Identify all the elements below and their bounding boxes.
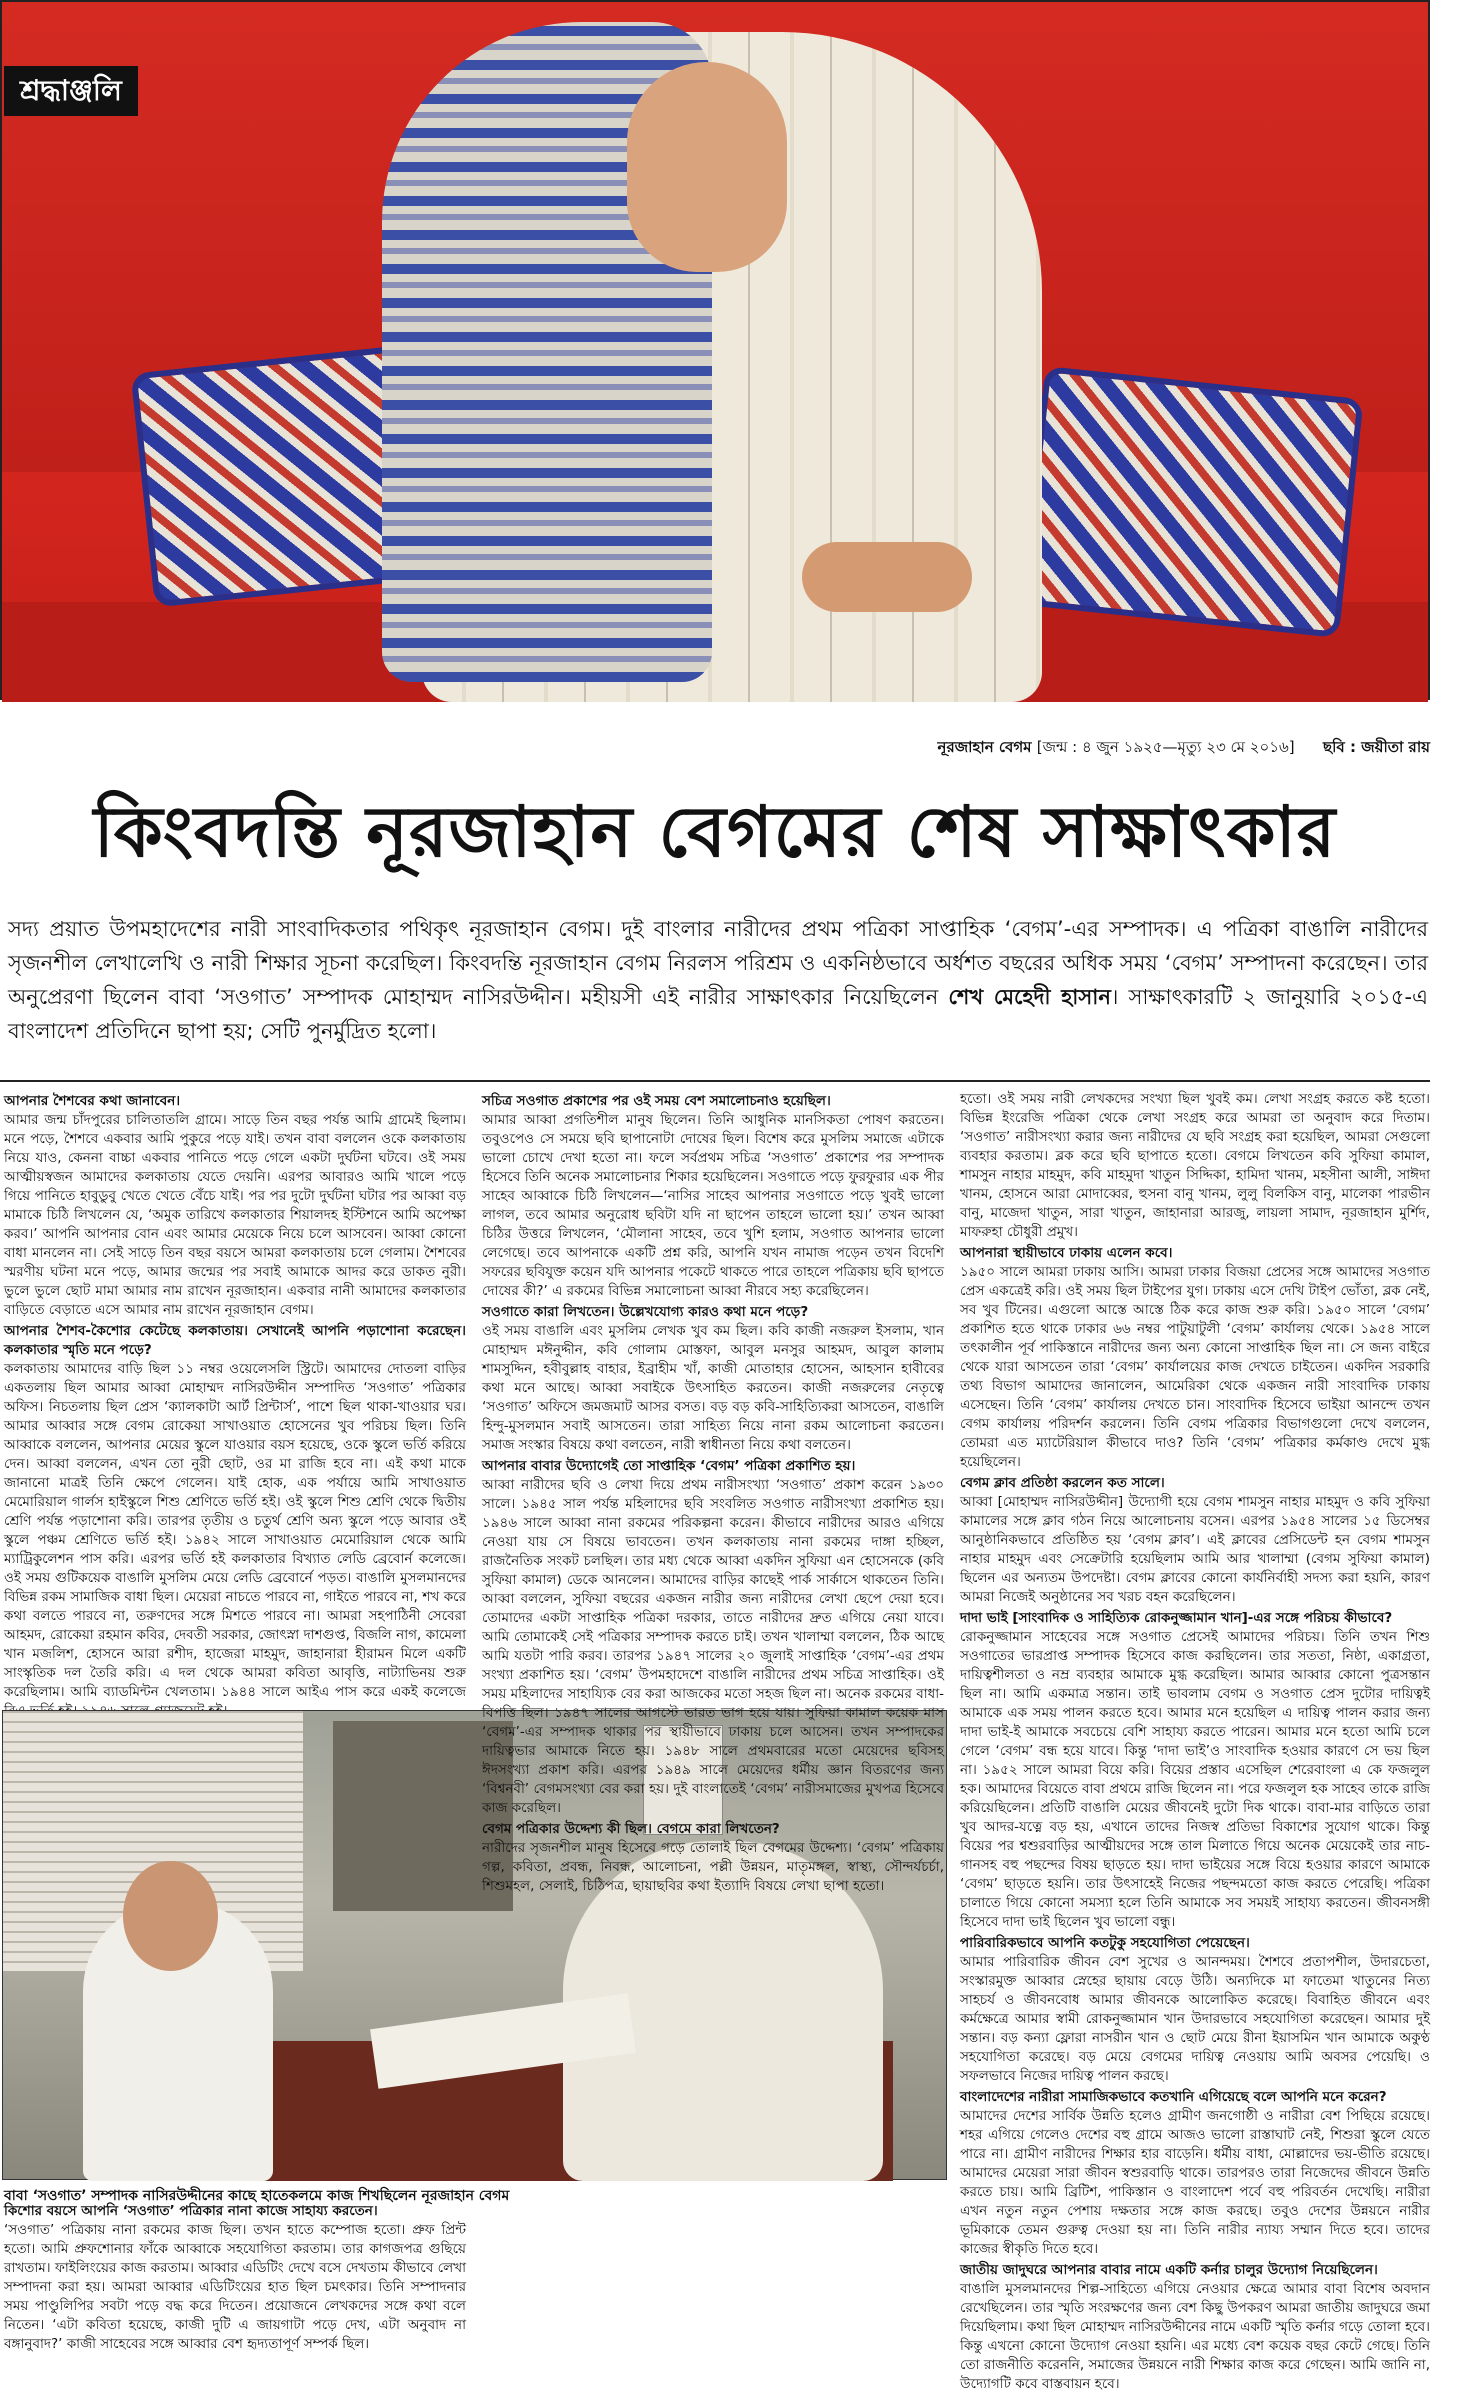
question: সওগাতে কারা লিখতেন। উল্লেখযোগ্য কারও কথা মনে পড়ে? <box>482 1304 809 1320</box>
question: সচিত্র সওগাত প্রকাশের পর ওই সময় বেশ সমালোচনাও হয়েছিল। <box>482 1093 831 1109</box>
father-head <box>123 1861 218 1971</box>
column-1 <box>4 1090 466 1700</box>
caption-dates: [জন্ম : ৪ জুন ১৯২৫—মৃত্যু ২৩ মে ২০১৬] <box>1036 738 1295 756</box>
caption-subject: নূরজাহান বেগম <box>937 738 1032 756</box>
question: আপনার শৈশব-কৈশোর কেটেছে কলকাতায়। সেখানেই আপনি পড়াশোনা করেছেন। কলকাতার স্মৃতি মনে পড়ে? <box>4 1323 466 1358</box>
caption-credit: ছবি : জয়ীতা রায় <box>1323 738 1430 756</box>
column-3 <box>960 1090 1431 2392</box>
cushion-right <box>1020 366 1363 638</box>
question: বেগম পত্রিকার উদ্দেশ্য কী ছিল। বেগমে কারা লিখতেন? <box>482 1821 780 1837</box>
portrait-face <box>627 62 787 272</box>
answer: কলকাতায় আমাদের বাড়ি ছিল ১১ নম্বর ওয়েলেসলি স্ট্রিটে। আমাদের দোতলা বাড়ির একতলায় ছিল আমার আব্বা মোহাম্মদ নাসিরউদ্দীন সম্পাদিত ‘সওগাত’ পত্রিকার অফিস। নিচতলায় ছিল প্রেস ‘ক্যালকাটা আর্ট প্রিন্টার্স’, পাশে ছিল থাকা-খাওয়ার ঘর। আমার আব্বার সঙ্গে বেগম রোকেয়া সাখাওয়াত হোসেনের খুব পরিচয় ছিল। তিনি আব্বাকে বললেন, আপনার মেয়ের স্কুলে যাওয়ার বয়স হয়েছে, ওকে স্কুলে ভর্তি করিয়ে দেন। আব্বা বললেন, এখন তো নুরী ছোট, ওর মা রাজি হবে না। এই কথা মাকে জানানো মাত্রই তিনি ক্ষেপে গেলেন। যাই হোক, এক পর্যায়ে আমি সাখাওয়াত মেমোরিয়াল গার্লস হাইস্কুলে শিশু শ্রেণিতে ভর্তি হই। ওই স্কুলে শিশু শ্রেণি থেকে দ্বিতীয় শ্রেণি পর্যন্ত পড়াশোনা করি। তারপর তৃতীয় ও চতুর্থ শ্রেণি অন্য স্কুলে পড়ে আবার ওই স্কুলে পঞ্চম শ্রেণিতে ভর্তি হই। ১৯৪২ সালে সাখাওয়াত মেমোরিয়াল থেকে আমি ম্যাট্রিকুলেশন পাস করি। এরপর ভর্তি হই কলকাতার বিখ্যাত লেডি ব্রেবোর্ন কলেজে। ওই সময় গুটিকয়েক বাঙালি মুসলিম মেয়ে লেডি ব্রেবোর্নে পড়ত। বাঙালি মুসলমানদের বিভিন্ন রকম সামাজিক বাধা ছিল। মেয়েরা নাচতে পারবে না, গাইতে পারবে না, শখ করে কথা বলতে পারবে না, তরুণদের সঙ্গে মিশতে পারবে না। আমরা সহপাঠিনী সেবেরা আহমদ, রোকেয়া রহমান কবির, দেবতী সরকার, জোৎস্না দাশগুপ্ত, বিজলি নাগ, কামেলা খান মজলিশ, হোসনে আরা রশীদ, হাজেরা মাহমুদ, জাহানারা হীরামন মিলে একটি সাংস্কৃতিক দল তৈরি করি। এ দল থেকে আমরা কবিতা আবৃত্তি, নাট্যাভিনয় শুরু করেছিলাম। আমি ব্যাডমিন্টন খেলতাম। ১৯৪৪ সালে আইএ পাস করে একই কলেজে <box>4 1361 466 1700</box>
question: পারিবারিকভাবে আপনি কতটুকু সহযোগিতা পেয়েছেন। <box>960 1935 1250 1951</box>
lede-part2: । সাক্ষাৎকারটি ২ জানুয়ারি ২০১৫-এ বাংলাদেশ প্রতিদিনে ছাপা হয়; সেটি পুনর্মুদ্রিত হলো। <box>8 985 1429 1043</box>
answer: ১৯৫০ সালে আমরা ঢাকায় আসি। আমরা ঢাকার বিজয়া প্রেসের সঙ্গে আমাদের সওগাত প্রেস একত্রেই করি। ওই সময় ছিল টাইপের যুগ। ঢাকায় এসে দেখি টাইপ ভোঁতা, ব্লক নেই, সব খুব টিনের। এগুলো আস্তে আস্তে ঠিক করে কাজ শুরু করি। ১৯৫০ সালে ‘বেগম’ প্রকাশিত হতে থাকে ঢাকার ৬৬ নম্বর পাটুয়াটুলী ‘বেগম’ কার্যালয় থেকে। ১৯৫৪ সালে তৎকালীন পূর্ব পাকিস্তানে নারীদের জন্য অন্য কোনো সাপ্তাহিক ছিল না। সে জন্য বাইরে থেকে যারা আসতেন তারা ‘বেগম’ কার্যালয়ের কাজ দেখতে চাইতেন। একদিন সরকারি তথ্য বিভাগ আমাদের জানালেন, আমেরিকা থেকে একজন নারী সাংবাদিক ঢাকায় এসেছেন। তিনি ‘বেগম’ কার্যালয় দেখতে চান। সাংবাদিক হিসেবে ভাইয়া আনন্দে তখন বেগম কার্যালয় পরিদর্শন করলেন। তিনি বেগম পত্রিকার বিভাগগুলো দেখে বললেন, তোমরা এত ম্যাটেরিয়াল কীভাবে দাও? তিনি ‘বেগম’ পত্রিকার কর্মকাণ্ড দেখে মুগ্ধ হয়েছিলেন। <box>960 1264 1431 1470</box>
question: আপনার শৈশবের কথা জানাবেন। <box>4 1093 181 1109</box>
question: কিশোর বয়সে আপনি ‘সওগাত’ পত্রিকার নানা কাজে সাহায্য করতেন। <box>4 2203 378 2219</box>
column-2 <box>482 1090 944 2380</box>
question: বেগম ক্লাব প্রতিষ্ঠা করলেন কত সালে। <box>960 1475 1165 1491</box>
lede <box>8 912 1428 1048</box>
question: দাদা ভাই [সাংবাদিক ও সাহিত্যিক রোকনুজ্জামান খান]-এর সঙ্গে পরিচয় কীভাবে? <box>960 1610 1393 1626</box>
answer: আমাদের দেশের সার্বিক উন্নতি হলেও গ্রামীণ জনগোষ্ঠী ও নারীরা বেশ পিছিয়ে রয়েছে। শহর এগিয়ে গেলেও দেশের বহু গ্রামে আজও ভালো রাস্তাঘাট নেই, শিশুরা স্কুলে যেতে পারে না। গ্রামীণ নারীদের শিক্ষার হার বাড়েনি। ধর্মীয় বাধা, মোল্লাদের ভয়-ভীতি রয়েছে। আমাদের মেয়েরা সারা জীবন স্বশুরবাড়ি থাকে। তারপরও তারা নিজেদের জীবনে উন্নতি করতে চায়। আমি ব্রিটিশ, পাকিস্তান ও বাংলাদেশ পর্বে বহু পরিবর্তন দেখেছি। নারীরা এখন নতুন নতুন পেশায় দক্ষতার সঙ্গে কাজ করছে। তবুও দেশের উন্নয়নে নারীর ভূমিকাকে তেমন গুরুত্ব দেওয়া হয় না। তিনি নারীর ন্যায্য সম্মান দিতে হবে। তাদের কাজের স্বীকৃতি দিতে হবে। <box>960 2108 1430 2257</box>
portrait-hands <box>802 542 972 612</box>
answer: আমার জন্ম চাঁদপুরের চালিতাতলি গ্রামে। সাড়ে তিন বছর পর্যন্ত আমি গ্রামেই ছিলাম। মনে পড়ে, শৈশবে একবার আমি পুকুরে পড়ে যাই। তখন বাবা বললেন ওকে কলকাতায় নিয়ে যাও, কেননা বাচ্চা একবার পানিতে পড়ে গেলে একটা দুর্ঘটনা ঘটবে। ওই সময় আত্মীয়স্বজন আমাদের কলকাতায় যেতে দেয়নি। এরপর আবারও আমি খালে পড়ে গিয়ে পানিতে হাবুডুবু খেতে খেতে বেঁচে যাই। পর পর দুটো দুর্ঘটনা ঘটার পর আব্বা বড় মামাকে চিঠি লিখলেন যে, ‘অমুক তারিখে কলকাতার শিয়ালদহ ইস্টিশনে আমি অপেক্ষা করব।’ আপনি আপনার বোন এবং আমার মেয়েকে নিয়ে চলে আসবেন। আব্বা কোনো বাধা মানলেন না। সেই সাড়ে তিন বছর বয়সে আমরা কলকাতায় চলে গেলাম। শৈশবের স্মরণীয় ঘটনা মনে পড়ে, আমার জন্মের পর সবাই আমাকে আদর করে ডাকত নুরী। ভুলে ভুলে ছোট মামা আমার নাম রাখেন নূরজাহান। একবার নানী আমাদের কলকাতার বাড়িতে বেড়াতে এসে আমার নাম রাখেন নূরজাহান বেগম। <box>4 1112 466 1318</box>
lede-interviewer: শেখ মেহেদী হাসান <box>948 985 1111 1009</box>
answer: আমার আব্বা প্রগতিশীল মানুষ ছিলেন। তিনি আধুনিক মানসিকতা পোষণ করতেন। তবুওপেও সে সময়ে ছবি ছাপানোটা দোষের ছিল। বিশেষ করে মুসলিম সমাজে এটাকে ভালো চোখে দেখা হতো না। ফলে সর্বপ্রথম সচিত্র ‘সওগাত’ প্রকাশের পর সম্পাদক হিসেবে তিনি অনেক সমালোচনার শিকার হয়েছিলেন। সওগাতে পড়ে ফুরফুরার এক পীর সাহেব আব্বাকে চিঠি লিখলেন—‘নাসির সাহেব আপনার সওগাতে পড়ে খুবই ভালো লাগল, তবে আমার অনুরোধ ছবিটা যদি না ছাপেন তাহলে ভালো হয়।’ তখন আব্বা চিঠির উত্তরে লিখলেন, ‘মৌলানা সাহেব, তবে খুশি হলাম, সওগাত আপনার ভালো লেগেছে। তবে আপনাকে একটি প্রশ্ন করি, আপনি যখন নামাজ পড়েন তখন বিদেশি সফরের ছবিযুক্ত কয়েন যদি আপনার পকেটে থাকতে পারে তাহলে পত্রিকায় ছবি ছাপতে দোষের কী?’ এ রকমের বিভিন্ন সমালোচনা আব্বা নীরবে সহ্য করেছিলেন। <box>482 1112 944 1299</box>
photo-caption <box>820 736 1430 761</box>
answer: আমার পারিবারিক জীবন বেশ সুখের ও আনন্দময়। শৈশবে প্রতাপশীল, উদারচেতা, সংস্কারমুক্ত আব্বার স্নেহের ছায়ায় বেড়ে উঠি। অন্যদিকে মা ফাতেমা খাতুনের নিত্য সাহচর্য ও জীবনবোধ আমার জীবনকে আলোকিত করেছে। বিবাহিত জীবনে এবং কর্মক্ষেত্রে আমার স্বামী রোকনুজ্জামান খান উদারভাবে সহযোগিতা করেছেন। আমার দুই সন্তান। বড় কন্যা ফ্লোরা নাসরীন খান ও ছোট মেয়ে রীনা ইয়াসমিন খান আমাকে অকুণ্ঠ সহযোগিতা করেছে। বড় মেয়ে বেগমের দায়িত্ব নেওয়ায় আমি অবসর পেয়েছি। ও সফলভাবে নিজের দায়িত্ব পালন করছে। <box>960 1954 1430 2084</box>
archive-photo-caption: বাবা ‘সওগাত’ সম্পাদক নাসিরউদ্দীনের কাছে হাতেকলমে কাজ শিখছিলেন নূরজাহান বেগম <box>4 2188 510 2204</box>
answer: আব্বা [মোহাম্মদ নাসিরউদ্দীন] উদ্যোগী হয়ে বেগম শামসুন নাহার মাহমুদ ও কবি সুফিয়া কামালের সঙ্গে ক্লাব গঠন নিয়ে আলোচনায় বসেন। এরপর ১৯৫৪ সালের ১৫ ডিসেম্বর আনুষ্ঠানিকভাবে প্রতিষ্ঠিত হয় ‘বেগম ক্লাব’। এই ক্লাবের প্রেসিডেন্ট হন বেগম শামসুন নাহার মাহমুদ এবং সেক্রেটারি হয়েছিলাম আমি আর খালাম্মা (বেগম সুফিয়া কামাল) ছিলেন এর অন্যতম উপদেষ্টা। বেগম ক্লাবের কোনো কার্যনির্বাহী সদস্য করা হয়নি, কারণ আমরা নিজেই অনুষ্ঠানের সব খরচ বহন করেছিলেন। <box>960 1494 1430 1605</box>
answer: ‘সওগাত’ পত্রিকায় নানা রকমের কাজ ছিল। তখন হাতে কম্পোজ হতো। প্রুফ প্রিন্ট হতো। আমি প্রুফশোনার ফাঁকে আব্বাকে সহযোগিতা করতাম। তার কাগজপত্র গুছিয়ে রাখতাম। ফাইলিংয়ের কাজ করতাম। আব্বার এডিটিং দেখে বসে দেখতাম কীভাবে লেখা সম্পাদনা করা হয়। আমরা আব্বার এডিটিংয়ের হাত ছিল চমৎকার। তিনি সম্পাদনার সময় পাণ্ডুলিপির সবটা পড়ে বদ্ধ করে দিতেন। প্রয়োজনে লেখকদের সঙ্গে কথা বলে নিতেন। ‘এটা কবিতা হয়েছে, কাজী দুটি এ জায়গাটা পড়ে দেখ, এটা অনুবাদ না বঙ্গানুবাদ?’ কাজী সাহেবের সঙ্গে আব্বার বেশ হৃদ্যতাপূর্ণ সম্পর্ক ছিল। <box>4 2222 466 2352</box>
answer: হতো। ওই সময় নারী লেখকদের সংখ্যা ছিল খুবই কম। লেখা সংগ্রহ করতে কষ্ট হতো। বিভিন্ন ইংরেজি পত্রিকা থেকে লেখা সংগ্রহ করে আমরা তা অনুবাদ করে দিতাম। ‘সওগাত’ নারীসংখ্যা করার জন্য নারীদের যে ছবি সংগ্রহ করা হয়েছিল, আমরা সেগুলো ব্যবহার করতাম। ব্লক করে ছবি ছাপাতে হতো। বেগমে লিখতেন কবি সুফিয়া কামাল, শামসুন নাহার মাহমুদ, কবি মাহমুদা খাতুন সিদ্দিকা, হামিদা খানম, মহসীনা আলী, সাঈদা খানম, হোসনে আরা মোদাব্বের, হুসনা বানু খানম, লুলু বিলকিস বানু, মালেকা পারভীন বানু, মাজেদা খাতুন, সারা খাতুন, জাহানারা আরজু, লায়লা সামাদ, নূরজাহান মুর্শিদ, মাফরুহা চৌধুরী প্রমুখ। <box>960 1091 1430 1240</box>
lede-part1: সদ্য প্রয়াত উপমহাদেশের নারী সাংবাদিকতার পথিকৃৎ নূরজাহান বেগম। দুই বাংলার নারীদের প্রথম পত্রিকা সাপ্তাহিক ‘বেগম’-এর সম্পাদক। এ পত্রিকা বাঙালি নারীদের সৃজনশীল লেখালেখি ও নারী শিক্ষার সূচনা করেছিল। কিংবদন্তি নূরজাহান বেগম নিরলস পরিশ্রম ও একনিষ্ঠভাবে অর্ধশত বছরের অধিক সময় ‘বেগম’ সম্পাদনা করেছেন। তার অনুপ্রেরণা ছিলেন বাবা ‘সওগাত’ সম্পাদক মোহাম্মদ নাসিরউদ্দীন। মহীয়সী এই নারীর সাক্ষাৎকার নিয়েছিলেন <box>8 917 1428 1009</box>
column-1-bottom <box>4 2200 466 2380</box>
divider <box>0 1080 1430 1082</box>
answer: ওই সময় বাঙালি এবং মুসলিম লেখক খুব কম ছিল। কবি কাজী নজরুল ইসলাম, খান মোহাম্মদ মঈনুদ্দীন, কবি গোলাম মোস্তফা, আবুল মনসুর আহমদ, আবুল কালাম শামসুদ্দিন, হবীবুল্লাহ বাহার, ইব্রাহীম খাঁ, কাজী মোতাহার হোসেন, আহসান হাবীবের কথা মনে আছে। আব্বা সবাইকে উৎসাহিত করতেন। কাজী নজরুলের নেতৃত্বে ‘সওগাত’ অফিসে জমজমাট আসর বসত। বড় বড় কবি-সাহিত্যিকরা আসতেন, বাঙালি হিন্দু-মুসলমান সবাই আসতেন। তারা সাহিত্য নিয়ে নানা রকম আলোচনা করতেন। সমাজ সংস্কার বিষয়ে কথা বলতেন, নারী স্বাধীনতা নিয়ে কথা বলতেন। <box>482 1323 944 1453</box>
question: আপনার বাবার উদ্যোগেই তো সাপ্তাহিক ‘বেগম’ পত্রিকা প্রকাশিত হয়। <box>482 1458 856 1474</box>
question: বাংলাদেশের নারীরা সামাজিকভাবে কতখানি এগিয়েছে বলে আপনি মনে করেন? <box>960 2089 1387 2105</box>
answer: নারীদের সৃজনশীল মানুষ হিসেবে গড়ে তোলাই ছিল বেগমের উদ্দেশ্য। ‘বেগম’ পত্রিকায় গল্প, কবিতা, প্রবন্ধ, নিবন্ধ, আলোচনা, পল্লী উন্নয়ন, মাতৃমঙ্গল, স্বাস্থ্য, সৌন্দর্যচর্চা, শিশুমহল, সেলাই, চিঠিপত্র, ছায়াছবির কথা ইত্যাদি বিষয়ে লেখা ছাপা হতো। <box>482 1840 944 1894</box>
answer: রোকনুজ্জামান সাহেবের সঙ্গে সওগাত প্রেসেই আমাদের পরিচয়। তিনি তখন শিশু সওগাতের ভারপ্রাপ্ত সম্পাদক হিসেবে কাজ করছিলেন। তার সততা, নিষ্ঠা, একাগ্রতা, দায়িত্বশীলতা ও নম্র ব্যবহার আমাকে মুগ্ধ করেছিল। আমার আব্বার কোনো পুত্রসন্তান ছিল না। আমি একমাত্র সন্তান। তাই ভাবলাম বেগম ও সওগাত প্রেস দুটোর দায়িত্বই আমাকে এক সময় পালন করতে হবে। আমার মনে হয়েছিল এ দায়িত্ব পালন করার জন্য দাদা ভাই-ই আমাকে সবচেয়ে বেশি সাহায্য করতে পারেন। আমার মনে হতো আমি চলে গেলে ‘বেগম’ বন্ধ হয়ে যাবে। কিন্তু ‘দাদা ভাই’ও সাংবাদিক হওয়ার কারণে সে ভয় ছিল না। ১৯৫২ সালে আমরা বিয়ে করি। বিয়ের প্রস্তাব এসেছিল শেরেবাংলা এ কে ফজলুল হক। আমাদের বিয়েতে বাবা প্রথমে রাজি ছিলেন না। পরে ফজলুল হক সাহেব তাকে রাজি করিয়েছিলেন। প্রতিটি বাঙালি মেয়ের জীবনেই দুটো দিক থাকে। বাবা-মার বাড়িতে তারা খুব আদর-যত্নে বড় হয়, এখানে তাদের নিজস্ব প্রতিভা বিকাশের সুযোগ থাকে। কিন্তু বিয়ের পর শ্বশুরবাড়ির আত্মীয়দের সঙ্গে তাল মিলাতে গিয়ে অনেক মেয়েকেই তার নাচ-গানসহ বহু পছন্দের বিষয় ছাড়তে হয়। দাদা ভাইয়ের সঙ্গে বিয়ে হওয়ার কারণে আমাকে ‘বেগম’ ছাড়তে হয়নি। তার উৎসাহেই নিজের পছন্দমতো কাজ করতে পেরেছি। পত্রিকা চালাতে গিয়ে কোনো সমস্যা হলে তিনি আমাকে সব সময়ই সাহায্য করতেন। জীবনসঙ্গী হিসেবে দাদা ভাই ছিলেন খুব ভালো বন্ধু। <box>960 1629 1430 1930</box>
hero-photo <box>0 0 1430 700</box>
answer: আব্বা নারীদের ছবি ও লেখা দিয়ে প্রথম নারীসংখ্যা ‘সওগাত’ প্রকাশ করেন ১৯৩০ সালে। ১৯৪৫ সাল পর্যন্ত মহিলাদের ছবি সংবলিত সওগাত নারীসংখ্যা প্রকাশিত হয়। ১৯৪৬ সালে আব্বা নানা রকমের পরিকল্পনা করেন। কীভাবে নারীদের আরও এগিয়ে নেওয়া যায় সে বিষয়ে ভাবতেন। তখন কলকাতায় নানা রকমের দাঙ্গা হচ্ছিল, রাজনৈতিক সংকট চলছিল। তার মধ্য থেকে আব্বা একদিন সুফিয়া এন হোসেনকে (কবি সুফিয়া কামাল) ডেকে আনলেন। আমাদের বাড়ির কাছেই পার্ক সার্কাসে থাকতেন তিনি। আব্বা বললেন, সুফিয়া বছরের একজন নারীর জন্য নারীদের লেখা ছেপে দেয়া হবে। তোমাদের একটা সাপ্তাহিক পত্রিকা দরকার, তাতে নারীদের দ্রুত এগিয়ে নেয়া যাবে। আমি তোমাকেই সেই পত্রিকার সম্পাদক করতে চাই। তখন খালাম্মা বললেন, ঠিক আছে আমি যতটা পারি করব। তারপর ১৯৪৭ সালের ২০ জুলাই সাপ্তাহিক ‘বেগম’-এর প্রথম সংখ্যা প্রকাশিত হয়। ‘বেগম’ উপমহাদেশে বাঙালি নারীদের প্রথম সচিত্র সাপ্তাহিক। ওই সময় মহিলাদের সাহায্যিক বের করা আজকের মতো সহজ ছিল না। অনেক রকমের বাধা-বিপত্তি ছিল। ১৯৪৭ সালের আগস্টে ভারত ভাগ হয়ে যায়। সুফিয়া কামাল কয়েক মাস ‘বেগম’-এর সম্পাদক থাকার পর স্থায়ীভাবে ঢাকায় চলে আসেন। তখন সম্পাদকের দায়িত্বভার আমাকে নিতে হয়। ১৯৪৮ সালে প্রথমবারের মতো মেয়েদের ছবিসহ ঈদসংখ্যা প্রকাশ করি। এরপর ১৯৪৯ সালে মেয়েদের ধর্মীয় জ্ঞান বিতরণের জন্য ‘বিশ্বনবী’ বেগমসংখ্যা বের করা হয়। দুই বাংলাতেই ‘বেগম’ নারীসমাজের মুখপত্র হিসেবে কাজ করেছিল। <box>482 1477 944 1816</box>
question: আপনারা স্থায়ীভাবে ঢাকায় এলেন কবে। <box>960 1245 1173 1261</box>
answer: বাঙালি মুসলমানদের শিল্প-সাহিত্যে এগিয়ে নেওয়ার ক্ষেত্রে আমার বাবা বিশেষ অবদান রেখেছিলেন। তার স্মৃতি সংরক্ষণের জন্য বেশ কিছু উপকরণ আমরা জাতীয় জাদুঘরে জমা দিয়েছিলাম। কথা ছিল মোহাম্মদ নাসিরউদ্দীনের নামে একটি স্মৃতি কর্নার গড়ে তোলা হবে। কিন্তু এখনো কোনো উদ্যোগ নেওয়া হয়নি। এর মধ্যে বেশ কয়েক বছর কেটে গেছে। তিনি তো রাজনীতি করেননি, সমাজের উন্নয়নে নারী শিক্ষার কাজ করে গেছেন। আমি জানি না, উদ্যোগটি কবে বাস্তবায়ন হবে। <box>960 2281 1430 2392</box>
question: জাতীয় জাদুঘরে আপনার বাবার নামে একটি কর্নার চালুর উদ্যোগ নিয়েছিলেন। <box>960 2262 1378 2278</box>
headline: কিংবদন্তি নূরজাহান বেগমের শেষ সাক্ষাৎকার <box>93 790 1337 873</box>
section-badge: শ্রদ্ধাঞ্জলি <box>4 66 138 116</box>
